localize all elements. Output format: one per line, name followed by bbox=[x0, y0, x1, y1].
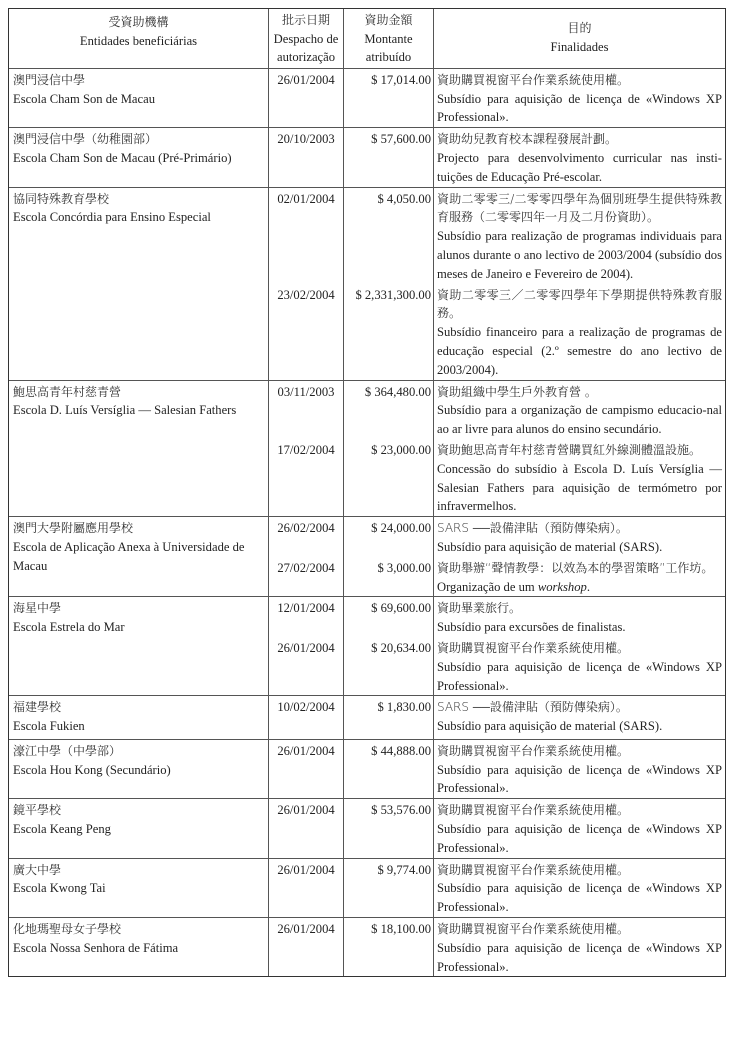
purpose-pt bbox=[437, 149, 722, 187]
authorization-date: 26/01/2004 bbox=[269, 69, 344, 127]
entity-name-zh: 海星中學 bbox=[13, 601, 62, 616]
entity-name-pt: Escola Cham Son de Macau (Pré-Primário) bbox=[13, 150, 232, 165]
amount: $ 3,000.00 bbox=[344, 557, 434, 597]
authorization-date: 17/02/2004 bbox=[269, 439, 344, 516]
header-entities bbox=[9, 9, 269, 68]
grant-entry bbox=[269, 188, 725, 284]
entity-name-pt: Escola Estrela do Mar bbox=[13, 620, 125, 635]
amount: $ 20,634.00 bbox=[344, 637, 434, 695]
purpose-zh: 資助組織中學生戶外教育營 。 bbox=[437, 384, 597, 399]
amount: $ 9,774.00 bbox=[344, 859, 434, 917]
subsidy-table bbox=[8, 8, 726, 977]
amount: $ 2,331,300.00 bbox=[344, 284, 434, 380]
purpose-zh: SARS ──設備津貼（預防傳染病）。 bbox=[437, 700, 628, 715]
grant-entry bbox=[269, 740, 725, 798]
grant-entry bbox=[269, 284, 725, 380]
purpose bbox=[434, 696, 725, 736]
grants-cell bbox=[269, 859, 725, 917]
purpose-pt-text: Organização de um bbox=[437, 579, 538, 594]
date-filler bbox=[269, 736, 344, 739]
table-row bbox=[9, 516, 725, 596]
purpose-pt-text: Subsídio para excursões de finalistas. bbox=[437, 620, 626, 635]
entity-name-zh: 鏡平學校 bbox=[13, 803, 62, 818]
purpose bbox=[434, 859, 725, 917]
amount: $ 69,600.00 bbox=[344, 597, 434, 637]
grants-cell bbox=[269, 918, 725, 976]
purpose-pt bbox=[437, 538, 722, 557]
header-entities-pt: Entidades beneficiárias bbox=[79, 33, 198, 48]
purpose-zh: 資助購買視窗平台作業系統使用權。 bbox=[437, 640, 630, 655]
purpose bbox=[434, 381, 725, 439]
entity-name-pt: Escola Nossa Senhora de Fátima bbox=[13, 940, 179, 955]
purpose-zh: 資助購買視窗平台作業系統使用權。 bbox=[437, 72, 630, 87]
grant-entry bbox=[269, 69, 725, 127]
entity-name-zh: 澳門浸信中學（幼稚園部） bbox=[13, 132, 158, 147]
entity-name-zh: 澳門浸信中學 bbox=[13, 72, 86, 87]
entity-name-pt: Escola D. Luís Versíglia — Salesian Fathers bbox=[13, 403, 237, 418]
purpose-zh: SARS ──設備津貼（預防傳染病）。 bbox=[437, 521, 628, 536]
table-row bbox=[9, 68, 725, 127]
entity-cell bbox=[9, 597, 269, 695]
entity-cell bbox=[9, 859, 269, 917]
purpose-pt-text: Subsídio para aquisição de material (SARS). bbox=[437, 719, 663, 734]
entity-name-zh: 協同特殊教育學校 bbox=[13, 191, 110, 206]
purpose-pt-text: Subsídio para a organização de campismo educacio-nal ao ar livre para alunos do ensino secundário. bbox=[437, 403, 722, 437]
grant-entry bbox=[269, 128, 725, 186]
table-row bbox=[9, 596, 725, 695]
entity-name-zh: 澳門大學附屬應用學校 bbox=[13, 521, 134, 536]
table-header bbox=[9, 9, 725, 68]
table-row bbox=[9, 127, 725, 186]
purpose-pt-text: Subsídio para aquisição de licença de «Windows XP Professional». bbox=[437, 659, 722, 693]
grant-entry bbox=[269, 517, 725, 557]
table-row bbox=[9, 380, 725, 517]
amount: $ 57,600.00 bbox=[344, 128, 434, 186]
purpose-pt bbox=[437, 323, 722, 379]
purpose bbox=[434, 637, 725, 695]
purpose bbox=[434, 799, 725, 857]
purpose bbox=[434, 517, 725, 557]
grant-entry bbox=[269, 859, 725, 917]
grant-entry bbox=[269, 696, 725, 736]
authorization-date: 26/01/2004 bbox=[269, 637, 344, 695]
entity-name-zh: 化地瑪聖母女子學校 bbox=[13, 922, 122, 937]
amount: $ 364,480.00 bbox=[344, 381, 434, 439]
authorization-date: 10/02/2004 bbox=[269, 696, 344, 736]
authorization-date: 26/02/2004 bbox=[269, 517, 344, 557]
entity-name-zh: 廣大中學 bbox=[13, 862, 62, 877]
authorization-date: 02/01/2004 bbox=[269, 188, 344, 284]
purpose-pt-text: Subsídio para aquisição de licença de «Windows XP Professional». bbox=[437, 940, 722, 974]
purpose-zh: 資助購買視窗平台作業系統使用權。 bbox=[437, 743, 630, 758]
amount: $ 4,050.00 bbox=[344, 188, 434, 284]
purpose-pt bbox=[437, 227, 722, 283]
amount: $ 44,888.00 bbox=[344, 740, 434, 798]
purpose bbox=[434, 597, 725, 637]
authorization-date: 23/02/2004 bbox=[269, 284, 344, 380]
entity-name-pt: Escola Hou Kong (Secundário) bbox=[13, 762, 171, 777]
purpose-pt-after: . bbox=[586, 579, 590, 594]
purpose-pt-italic: workshop bbox=[537, 579, 587, 594]
purpose-zh: 資助畢業旅行。 bbox=[437, 601, 522, 616]
purpose-pt-text: Subsídio para aquisição de material (SARS). bbox=[437, 539, 663, 554]
purpose-pt bbox=[437, 820, 722, 858]
header-amount-pt: Montante atribuído bbox=[364, 31, 413, 64]
grants-cell bbox=[269, 128, 725, 186]
authorization-date: 26/01/2004 bbox=[269, 918, 344, 976]
grants-cell bbox=[269, 740, 725, 798]
table-row bbox=[9, 695, 725, 739]
grant-entry bbox=[269, 918, 725, 976]
header-entities-zh: 受資助機構 bbox=[108, 15, 169, 29]
table-row bbox=[9, 798, 725, 857]
amount: $ 18,100.00 bbox=[344, 918, 434, 976]
purpose-pt-text: Projecto para desenvolvimento curricular nas insti-tuições de Educação Pré-escolar. bbox=[437, 150, 722, 184]
purpose bbox=[434, 557, 725, 597]
grant-entry bbox=[269, 557, 725, 597]
header-date bbox=[269, 9, 344, 68]
entity-cell bbox=[9, 918, 269, 976]
purpose-pt bbox=[437, 761, 722, 799]
header-purpose-pt: Finalidades bbox=[550, 39, 609, 54]
entity-cell bbox=[9, 696, 269, 739]
purpose-zh: 資助鮑思高青年村慈青營購買紅外線測體溫設施。 bbox=[437, 442, 702, 457]
entity-name-pt: Escola de Aplicação Anexa à Universidade de Macau bbox=[13, 539, 245, 573]
entity-name-pt: Escola Fukien bbox=[13, 719, 85, 734]
purpose-zh: 資助二零零三/二零零四學年為個別班學生提供特殊教育服務（二零零四年一月及二月份資助）。 bbox=[437, 191, 722, 225]
grants-cell bbox=[269, 381, 725, 517]
grants-cell bbox=[269, 188, 725, 380]
purpose-pt bbox=[437, 578, 722, 597]
purpose bbox=[434, 69, 725, 127]
authorization-date: 26/01/2004 bbox=[269, 859, 344, 917]
column-filler bbox=[269, 736, 725, 739]
purpose-pt bbox=[437, 658, 722, 696]
entity-cell bbox=[9, 188, 269, 380]
purpose-zh: 資助購買視窗平台作業系統使用權。 bbox=[437, 862, 630, 877]
purpose-pt bbox=[437, 618, 722, 637]
purpose bbox=[434, 439, 725, 516]
header-amount bbox=[344, 9, 434, 68]
amount: $ 23,000.00 bbox=[344, 439, 434, 516]
purpose bbox=[434, 740, 725, 798]
purpose-pt bbox=[437, 460, 722, 516]
table-row bbox=[9, 858, 725, 917]
purpose-pt-text: Subsídio para aquisição de licença de «Windows XP Professional». bbox=[437, 762, 722, 796]
entity-cell bbox=[9, 740, 269, 798]
purpose bbox=[434, 188, 725, 284]
purpose-pt-text: Subsídio para realização de programas individuais para alunos durante o ano lectivo de 2003/2004 (subsídio dos meses de Janeiro e Fevereiro de 2004). bbox=[437, 229, 722, 281]
grant-entry bbox=[269, 439, 725, 516]
entity-name-zh: 福建學校 bbox=[13, 700, 62, 715]
authorization-date: 27/02/2004 bbox=[269, 557, 344, 597]
grant-entry bbox=[269, 637, 725, 695]
table-row bbox=[9, 917, 725, 976]
purpose bbox=[434, 128, 725, 186]
purpose bbox=[434, 284, 725, 380]
amount: $ 24,000.00 bbox=[344, 517, 434, 557]
authorization-date: 12/01/2004 bbox=[269, 597, 344, 637]
amount: $ 1,830.00 bbox=[344, 696, 434, 736]
entity-name-pt: Escola Concórdia para Ensino Especial bbox=[13, 210, 211, 225]
entity-cell bbox=[9, 517, 269, 596]
purpose-pt bbox=[437, 401, 722, 439]
purpose-pt bbox=[437, 879, 722, 917]
purpose-zh: 資助二零零三／二零零四學年下學期提供特殊教育服務。 bbox=[437, 287, 722, 321]
table-row bbox=[9, 739, 725, 798]
purpose-zh: 資助購買視窗平台作業系統使用權。 bbox=[437, 803, 630, 818]
purpose-pt-text: Concessão do subsídio à Escola D. Luís Versíglia — Salesian Fathers para aquisição de termómetro por infravermelhos. bbox=[437, 461, 722, 514]
amount-filler bbox=[344, 736, 434, 739]
purpose-pt-text: Subsídio para aquisição de licença de «Windows XP Professional». bbox=[437, 881, 722, 915]
amount: $ 53,576.00 bbox=[344, 799, 434, 857]
purpose-zh: 資助購買視窗平台作業系統使用權。 bbox=[437, 922, 630, 937]
purpose-pt-text: Subsídio financeiro para a realização de programas de educação especial (2.º semestre do ano lectivo de 2003/2004). bbox=[437, 325, 722, 377]
grant-entry bbox=[269, 799, 725, 857]
header-date-pt: Despacho de autorização bbox=[273, 31, 339, 64]
entity-name-zh: 鮑思高青年村慈青營 bbox=[13, 384, 122, 399]
grants-cell bbox=[269, 799, 725, 857]
purpose bbox=[434, 918, 725, 976]
header-date-zh: 批示日期 bbox=[281, 13, 330, 27]
grant-entry bbox=[269, 381, 725, 439]
purpose-pt-text: Subsídio para aquisição de licença de «Windows XP Professional». bbox=[437, 91, 722, 125]
purpose-pt bbox=[437, 717, 722, 736]
authorization-date: 20/10/2003 bbox=[269, 128, 344, 186]
grants-cell bbox=[269, 597, 725, 695]
entity-cell bbox=[9, 381, 269, 517]
grants-cell bbox=[269, 69, 725, 127]
grants-cell bbox=[269, 517, 725, 596]
header-amount-zh: 資助金額 bbox=[364, 13, 413, 27]
entity-name-pt: Escola Keang Peng bbox=[13, 822, 111, 837]
purpose-zh: 資助幼兒教育校本課程發展計劃。 bbox=[437, 132, 618, 147]
amount: $ 17,014.00 bbox=[344, 69, 434, 127]
grant-entry bbox=[269, 597, 725, 637]
authorization-date: 26/01/2004 bbox=[269, 799, 344, 857]
purpose-pt bbox=[437, 939, 722, 977]
authorization-date: 26/01/2004 bbox=[269, 740, 344, 798]
purpose-zh: 資助舉辦“聲情教學：以效為本的學習策略”工作坊。 bbox=[437, 560, 714, 575]
entity-cell bbox=[9, 128, 269, 186]
purpose-pt-text: Subsídio para aquisição de licença de «Windows XP Professional». bbox=[437, 822, 722, 855]
grants-cell bbox=[269, 696, 725, 739]
authorization-date: 03/11/2003 bbox=[269, 381, 344, 439]
entity-cell bbox=[9, 69, 269, 127]
purpose-pt bbox=[437, 90, 722, 128]
entity-name-pt: Escola Kwong Tai bbox=[13, 881, 106, 896]
header-purpose-zh: 目的 bbox=[567, 21, 592, 35]
entity-name-zh: 濠江中學（中學部） bbox=[13, 743, 122, 758]
entity-cell bbox=[9, 799, 269, 857]
header-purpose bbox=[434, 9, 725, 68]
table-row bbox=[9, 187, 725, 380]
entity-name-pt: Escola Cham Son de Macau bbox=[13, 91, 155, 106]
